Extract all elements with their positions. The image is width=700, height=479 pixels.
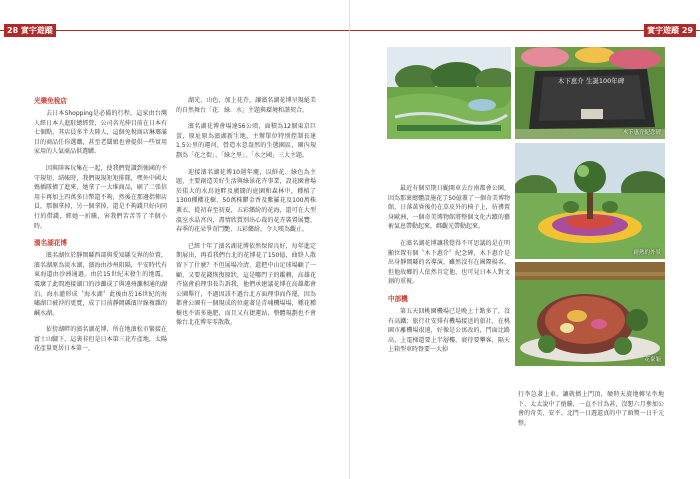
paragraph: 依傍湖畔的濱名湖花博，所在地濱松市緊接在富士山腳下，這裏非但是日本第三花卉產地，太陽花產量更居日本第一， — [34, 326, 167, 353]
paragraph: 行李急著上車，讓就擠上門頂，硬時天旋地轉呆坐地下，太太說中了搶騰，一直不甘為甚，沒想六月參加公會的奇美、安平、北門一日遊還真的中了頭獎一日千元整。 — [518, 391, 664, 427]
paragraph: 已經十年了濱名湖花博依然保留良好，每年進定期展出，再看我們台北的花博花了150億，曲終人散留下了什麼？不但展場冷清，還把中山足球場顧了一顧，又要花錢恢復原狀，這是哪門子的鑑轉，高雄花卉協會前理事長告訴我，他們承建議花博在高雄都會公園舉行，不過因該不過台北方面理事而作罷，因為都會公園有一個現成的位處著是青埔機場場，種花種樹也不需多施肥，而且又有捷運站，整體規劃也不會像台北花博零零散散。 — [176, 242, 316, 327]
paragraph: 濱名湖位於靜岡縣西部與愛知縣交界的位置，濱名湖原為淡水湖，濱海由沙州阻隔，平安時代有東海道由沙洲通過，由於15世紀末發生的地震，震壞了此間連接湖口的沙灘成了與遠州灘相通的湖泊，海水灌形成〝海水湖〞此後由於16世紀的海嘯湖口被沖的更寬，成了目前靜岡縣濱岸線複雜的鹹水湖。 — [34, 252, 167, 317]
caption-memorial: 木下惠介紀念碑 — [622, 130, 661, 136]
page-number-left: 28 實宇遊蹤 — [4, 24, 56, 37]
stone-inscription: 木下恵介 生誕100年碑 — [557, 77, 625, 85]
left-column-1 — [34, 96, 167, 361]
paragraph: 因與陸客玩集在一起，使我們覺識到強國的不守規矩，結帳時，我們規規矩矩排隊，嘿外中國大媽插隊擠了進來，她拿了一大堆商品，刷了二張信用卡再加上四萬多日幣還不夠，然後在那邊指揮店員，那個拿掉，另一個拿掉，還是不夠錢只好向同行的借錢，經她一折騰，害我們苦苦等了半個小時。 — [34, 164, 167, 230]
section-heading-duty-free: 光樂免稅店 — [34, 97, 67, 105]
photo-topiary-flower-bed — [515, 143, 665, 259]
photo-turtle-topiary — [515, 262, 665, 366]
photo-memorial-stone — [515, 47, 665, 139]
paragraph: 湖光、山色，加上花卉，讓濱名湖花博呈現絕美的自然舞台「花．綠．水」主題與環境和諧契合。 — [176, 97, 316, 114]
section-heading-hamanako: 濱名湖花博 — [34, 239, 67, 248]
right-page — [350, 0, 700, 479]
photo-garden-landscape — [387, 47, 511, 139]
paragraph: 最近有個星期日颱開車去台南都會公園，因為那裏總體設施花了50億蓋了一個奇美博物館，日落黃昏後仍在草皮外的椅子上，彷彿置身歐洲，一個奇美博物館將整個文化古蹟的藝術氣息帶動起來，綁觀光帶動起來。 — [388, 185, 510, 231]
caption-topiary: 耐熱的外景 — [633, 250, 661, 256]
right-column-1 — [388, 184, 510, 362]
section-heading-central-airport: 中部機 — [388, 294, 408, 303]
page-number-right: 實宇遊蹤 29 — [644, 24, 696, 37]
paragraph: 去日本Shopping是必備的行程，這家由台灣人經日本人進駐總經營，公司名光伸目前在日本有七個點，其店員多半大陸人，這個免稅商店琳瑯滿目的商品任你選購，甚至老闆娘也會提供一些實用家用的人氣商品供選購。 — [34, 110, 167, 156]
right-column-2 — [518, 390, 664, 435]
paragraph: 第五天回桃園機場已是晚上十點多了，沒有高鐵；旅行社安排有機場接送的旅社，在桃園市離機場很遠，好像是公寓改的，門面比路高，上電梯還要上半層樓，寢待要攀客，隔天上箱型車時脊要一大掉 — [388, 307, 510, 354]
caption-turtle: 花臺龜 — [644, 357, 661, 363]
paragraph: 濱名湖花博會場達56公頃，面積為12個東京巨蛋，原址原為濱湖新生地，主辦單位特別控制長達1.5公里的運河，營造水意盎然的生態園區，園內規劃為「花之街」、「綠之里」、「水之國」三大主題。 — [176, 123, 316, 159]
left-column-2 — [176, 96, 316, 335]
paragraph: 在濱名湖花博讓我覺得不可思議的是在明顯位置有個〝木下惠介〞紀念碑，木下惠介是出身靜岡縣的名導演，雖然沒有在國際揚名，但他故鄉的人依然肯定他，也可見日本人對文創的重視。 — [388, 239, 510, 286]
paragraph: 迎接濱名湖花博10週年慶，以鮮花、綠色為主題，主要創造美好生活與綠景花卉事業，設花園會場於偌大的水鳥池畔及廣闊的庭園和森林中，種植了1300種櫻花樹、50萬株鬱金香及紫羅花及100萬株薰衣，從初春至初夏，五彩繽紛的花海，還可在大型溫室水晶宮內，盡情欣賞別出心裁的花卉裝置展覽，春季的花朵爭奇鬥艷、五彩繽紛，令人嘆為觀止。 — [176, 168, 316, 234]
